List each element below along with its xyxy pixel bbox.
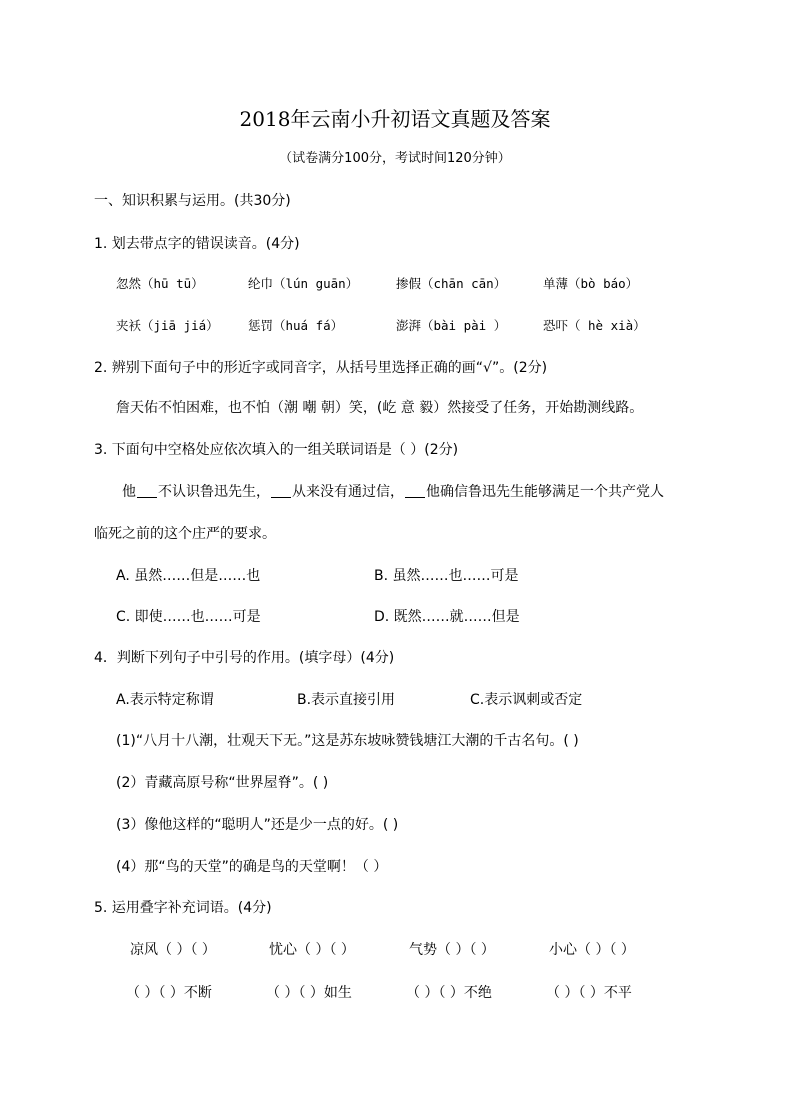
q4-choice-c: C.表示讽刺或否定 <box>470 692 583 708</box>
q1-item: 夹袄（jiā jiá） <box>116 318 219 333</box>
q4-item-4: (4）那“鸟的天堂”的确是鸟的天堂啊！（ ） <box>116 859 388 875</box>
question-3-sentence <box>122 482 664 502</box>
question-3-stem: 3. 下面句中空格处应依次填入的一组关联词语是（ ）(2分) <box>94 442 459 458</box>
question-1-stem: 1. 划去带点字的错误读音。(4分) <box>94 236 300 252</box>
q3-text: 不认识鲁迅先生， <box>158 484 270 500</box>
q5-item: 凉风（ ）（ ） <box>130 942 216 958</box>
question-4-stem: 4．判断下列句子中引号的作用。(填字母）(4分) <box>94 650 395 666</box>
q3-option-c: C. 即使……也……可是 <box>116 609 261 625</box>
q5-item: 气势（ ）（ ） <box>409 942 495 958</box>
q5-item: （ ）（ ）如生 <box>266 985 352 1001</box>
q4-item-1: (1)“八月十八潮，壮观天下无。”这是苏东坡咏赞钱塘江大潮的千古名句。( ) <box>116 733 579 749</box>
q4-item-3: (3）像他这样的“聪明人”还是少一点的好。( ) <box>116 817 399 833</box>
q5-item: 忧心（ ）（ ） <box>269 942 355 958</box>
q5-item: 小心（ ）（ ） <box>549 942 635 958</box>
q4-choice-a: A.表示特定称谓 <box>116 692 214 708</box>
q3-text: 从来没有通过信， <box>292 484 404 500</box>
page-title: 2018年云南小升初语文真题及答案 <box>239 107 551 131</box>
fill-blank[interactable] <box>137 483 157 498</box>
q3-text: 他确信鲁迅先生能够满足一个共产党人 <box>426 484 664 500</box>
q1-item: 掺假（chān cān） <box>396 276 507 291</box>
q1-item: 单薄（bò báo） <box>543 276 639 291</box>
q1-item: 忽然（hū tū） <box>116 276 204 291</box>
q4-item-2: (2）青藏高原号称“世界屋脊”。( ) <box>116 775 329 791</box>
q1-item: 惩罚（huá fá） <box>248 318 344 333</box>
q5-item: （ ）（ ）不平 <box>546 985 632 1001</box>
exam-info: （试卷满分100分，考试时间120分钟） <box>279 151 511 166</box>
q3-text: 他 <box>122 484 136 500</box>
q4-choice-b: B.表示直接引用 <box>297 692 396 708</box>
q1-item: 澎湃（bài pài ） <box>396 318 507 333</box>
q3-option-d: D. 既然……就……但是 <box>374 609 520 625</box>
q5-item: （ ）（ ）不绝 <box>406 985 492 1001</box>
fill-blank[interactable] <box>405 483 425 498</box>
q1-item: 恐吓（ hè xià） <box>543 318 646 333</box>
q1-item: 纶巾（lún guān） <box>248 276 359 291</box>
question-3-sentence-cont: 临死之前的这个庄严的要求。 <box>94 526 276 542</box>
q3-option-b: B. 虽然……也……可是 <box>374 568 519 584</box>
fill-blank[interactable] <box>271 483 291 498</box>
question-2-stem: 2. 辨别下面句子中的形近字或同音字，从括号里选择正确的画“√”。(2分) <box>94 360 548 376</box>
question-5-stem: 5. 运用叠字补充词语。(4分) <box>94 900 272 916</box>
section-heading: 一、知识积累与运用。(共30分) <box>94 193 291 209</box>
q3-option-a: A. 虽然……但是……也 <box>116 568 261 584</box>
q5-item: （ ）（ ）不断 <box>126 985 212 1001</box>
question-2-sentence: 詹天佑不怕困难，也不怕（潮 嘲 朝）笑，(屹 意 毅）然接受了任务，开始勘测线路。 <box>116 400 644 416</box>
